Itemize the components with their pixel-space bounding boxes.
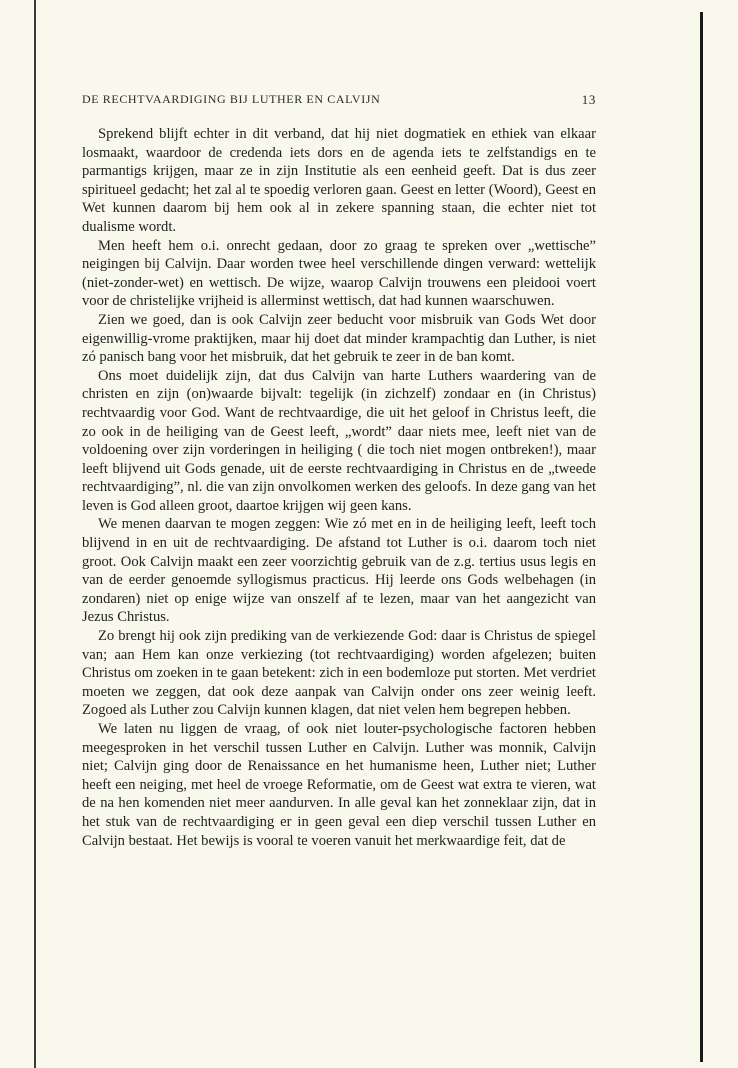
- running-header: [82, 92, 596, 112]
- body-text: [82, 125, 596, 850]
- paragraph: Sprekend blijft echter in dit verband, dat hij niet dogmatiek en ethiek van elkaar losmaakt, waardoor de credenda iets dors en de agenda iets te zelfstandigs en te parmantigs krijgen, maar ze in zijn Institutie als een eenheid geeft. Dat is dus zeer spiritueel gedacht; het zal al te spoedig verloren gaan. Geest en letter (Woord), Geest en Wet kunnen daarom bij hem ook al in zekere spanning staan, die echter niet tot dualisme wordt.: [82, 126, 596, 235]
- page-right-edge: [700, 12, 703, 1062]
- paragraph: Men heeft hem o.i. onrecht gedaan, door zo graag te spreken over „wettische” neigingen bij Calvijn. Daar worden twee heel verschillende dingen verward: wettelijk (niet-zonder-wet) en wettisch. De wijze, waarop Calvijn trouwens een pleidooi voert voor de christelijke vrijheid is allerminst wettisch, dat had kunnen waarschuwen.: [82, 237, 596, 310]
- paragraph: Ons moet duidelijk zijn, dat dus Calvijn van harte Luthers waardering van de christen en zijn (on)waarde bijvalt: tegelijk (in zichzelf) zondaar en (in Christus) rechtvaardig voor God. Want de rechtvaardige, die uit het geloof in Christus leeft, die zo ook in de heiliging van de Geest leeft, „wordt” daar niets mee, leeft niet van de voldoening over zijn vorderingen in heiliging ( die toch niet mogen ontbreken!), maar leeft blijvend uit Gods genade, uit de eerste rechtvaardiging in Christus en de „tweede rechtvaardiging”, nl. die van zijn onvolkomen werken des geloofs. In deze gang van het leven is God alleen groot, daartoe krijgen wij geen kans.: [82, 367, 596, 514]
- paragraph: Zo brengt hij ook zijn prediking van de verkiezende God: daar is Christus de spiegel van; aan Hem kan onze verkiezing (tot rechtvaardiging) worden afgelezen; buiten Christus om zoeken in te gaan betekent: zich in een bodemloze put storten. Met verdriet moeten we zeggen, dat ook deze aanpak van Calvijn onder ons zeer weinig leeft. Zogoed als Luther zou Calvijn kunnen klagen, dat niet velen hem begrepen hebben.: [82, 628, 596, 719]
- paragraph: Zien we goed, dan is ook Calvijn zeer beducht voor misbruik van Gods Wet door eigenwillig-vrome praktijken, maar hij doet dat minder krampachtig dan Luther, is niet zó panisch bang voor het misbruik, dat het gebruik te zeer in de ban komt.: [82, 311, 596, 366]
- paragraph: We laten nu liggen de vraag, of ook niet louter-psychologische factoren hebben meegesproken in het verschil tussen Luther en Calvijn. Luther was monnik, Calvijn niet; Calvijn ging door de Renaissance en het humanisme heen, Luther niet; Luther heeft een neiging, met heel de vroege Reformatie, om de Geest wat extra te vieren, wat de na hen komenden niet meer aandurven. In alle geval kan het zonneklaar zijn, dat in het stuk van de rechtvaardiging er in geen geval een diep verschil tussen Luther en Calvijn bestaat. Het bewijs is vooral te voeren vanuit het merkwaardige feit, dat de: [82, 721, 596, 849]
- page-number: 13: [581, 92, 596, 107]
- running-title: DE RECHTVAARDIGING BIJ LUTHER EN CALVIJN: [82, 92, 381, 106]
- paragraph: We menen daarvan te mogen zeggen: Wie zó met en in de heiliging leeft, leeft toch blijvend in en uit de rechtvaardiging. De afstand tot Luther is o.i. daarom toch niet groot. Ook Calvijn maakt een zeer voorzichtig gebruik van de z.g. tertius usus legis en van de eerder genoemde syllogismus practicus. Hij leerde ons Gods welbehagen (in zondaren) niet op enige wijze van onszelf af te lezen, maar van het aangezicht van Jezus Christus.: [82, 516, 596, 626]
- page-left-edge: [34, 0, 36, 1068]
